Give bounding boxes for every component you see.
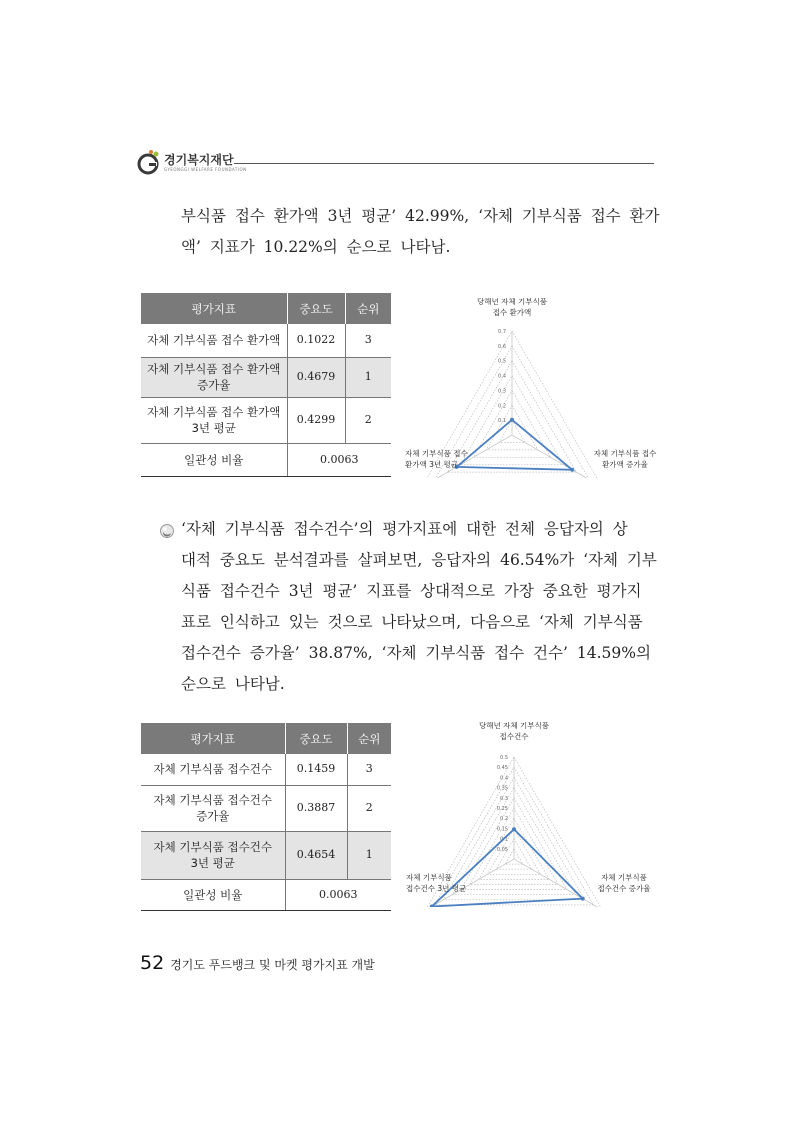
axis-label: 접수건수 3년 평균 [406, 884, 467, 893]
column-header: 중요도 [285, 723, 347, 754]
indicator-label: 자체 기부식품 접수건수 [153, 840, 272, 854]
tick-label: 0.5 [498, 358, 506, 365]
book-title: 경기도 푸드뱅크 및 마켓 평가지표 개발 [170, 958, 375, 972]
foundation-logo-icon [137, 149, 161, 175]
rank-cell: 1 [347, 831, 391, 879]
consistency-row [141, 443, 391, 476]
indicator-label: 자체 기부식품 접수 환가액 [147, 333, 281, 348]
paragraph-line: 접수건수 증가율’ 38.87%, ‘자체 기부식품 접수 건수’ 14.59%의 [181, 644, 651, 662]
paragraph-line: 표로 인식하고 있는 것으로 나타났으며, 다음으로 ‘자체 기부식품 [181, 613, 643, 631]
column-header: 평가지표 [141, 293, 287, 324]
radar-chart-1 [397, 298, 659, 478]
importance-cell: 0.1459 [285, 754, 347, 785]
importance-cell: 0.4654 [285, 831, 347, 879]
indicator-cell [141, 324, 287, 357]
tick-label: 0.2 [500, 816, 508, 823]
page-number: 52 [140, 952, 165, 974]
table-row [141, 754, 391, 785]
importance-cell: 0.1022 [287, 324, 345, 357]
tick-label: 0.05 [496, 846, 508, 853]
paragraph-line: 대적 중요도 분석결과를 살펴보면, 응답자의 46.54%가 ‘자체 기부 [181, 551, 657, 569]
rank-cell: 3 [347, 754, 391, 785]
rank-cell: 2 [345, 397, 391, 443]
rank-cell: 2 [347, 785, 391, 831]
tick-label: 0.1 [498, 418, 506, 425]
table-header-row [141, 293, 391, 324]
indicator-cell [141, 754, 285, 785]
tick-label: 0.15 [496, 826, 508, 833]
tick-label: 0.7 [498, 329, 506, 335]
consistency-label: 일관성 비율 [141, 879, 285, 910]
column-header: 중요도 [287, 293, 345, 324]
tick-label: 0.45 [496, 765, 508, 772]
tick-label: 0.25 [496, 806, 508, 812]
indicator-cell [141, 357, 287, 397]
indicator-cell [141, 785, 285, 831]
header-rule [234, 163, 654, 164]
indicator-label: 증가율 [196, 809, 230, 823]
table-row [141, 831, 391, 879]
paragraph-line: 부식품 접수 환가액 3년 평균’ 42.99%, ‘자체 기부식품 접수 환가 [181, 207, 660, 225]
consistency-value: 0.0063 [287, 443, 391, 476]
tick-label: 0.5 [500, 755, 508, 761]
axis-label: 환가액 3년 평균 [405, 460, 459, 469]
data-point [510, 418, 514, 422]
page-header [137, 149, 657, 177]
table-row [141, 397, 391, 443]
indicator-cell [141, 831, 285, 879]
data-series-line [457, 420, 573, 470]
data-point [581, 897, 585, 901]
axis-label: 당해년 자체 기부식품 [477, 298, 547, 306]
paragraph-1 [181, 201, 660, 263]
axis-label: 환가액 증가율 [602, 460, 648, 469]
paragraph-line: ‘자체 기부식품 접수건수’의 평가지표에 대한 전체 응답자의 상 [181, 520, 628, 538]
table-row [141, 324, 391, 357]
axis-label: 자체 기부식품 접수 [593, 449, 657, 458]
axis-label: 접수 환가액 [492, 308, 532, 317]
data-point [512, 827, 516, 831]
paragraph-line: 액’ 지표가 10.22%의 순으로 나타남. [181, 238, 451, 256]
axis-label: 자체 기부식품 접수 [405, 449, 468, 458]
tick-label: 0.1 [500, 836, 508, 843]
tick-label: 0.2 [498, 403, 506, 410]
axis-label: 자체 기부식품 [601, 873, 647, 882]
tick-label: 0.3 [498, 388, 506, 395]
org-name: 경기복지재단 [164, 153, 234, 167]
indicator-label: 증가율 [197, 378, 231, 392]
consistency-label: 일관성 비율 [141, 443, 287, 476]
column-header: 순위 [345, 293, 391, 324]
indicator-label: 3년 평균 [191, 421, 236, 435]
column-header: 평가지표 [141, 723, 285, 754]
consistency-value: 0.0063 [285, 879, 391, 910]
page-footer [140, 952, 375, 974]
tick-label: 0.6 [498, 343, 506, 350]
axis-label: 자체 기부식품 [406, 873, 452, 882]
importance-table-1 [141, 293, 391, 477]
indicator-label: 자체 기부식품 접수 환가액 [147, 405, 281, 419]
importance-table-2 [141, 723, 391, 911]
indicator-label: 3년 평균 [190, 856, 235, 870]
table-row [141, 357, 391, 397]
rank-cell: 1 [345, 357, 391, 397]
indicator-cell [141, 397, 287, 443]
tick-label: 0.35 [496, 785, 508, 792]
table-row [141, 785, 391, 831]
indicator-label: 자체 기부식품 접수건수 [153, 793, 272, 807]
tick-label: 0.4 [498, 373, 506, 380]
consistency-row [141, 879, 391, 910]
tick-label: 0.3 [500, 795, 508, 802]
axis-label: 접수건수 증가율 [597, 884, 651, 893]
org-subtitle: GYEONGGI WELFARE FOUNDATION [164, 167, 247, 172]
paragraph-2 [181, 514, 657, 700]
bullet-icon [159, 523, 175, 539]
importance-cell: 0.3887 [285, 785, 347, 831]
indicator-label: 자체 기부식품 접수 환가액 [147, 362, 281, 376]
axis-label: 접수건수 [499, 732, 529, 741]
indicator-label: 자체 기부식품 접수건수 [153, 762, 272, 777]
table-header-row [141, 723, 391, 754]
radar-chart-2 [398, 722, 660, 907]
importance-cell: 0.4299 [287, 397, 345, 443]
axis-label: 당해년 자체 기부식품 [479, 722, 549, 730]
tick-label: 0.4 [500, 775, 508, 782]
paragraph-line: 순으로 나타남. [181, 675, 285, 693]
data-point [570, 468, 574, 472]
rank-cell: 3 [345, 324, 391, 357]
importance-cell: 0.4679 [287, 357, 345, 397]
column-header: 순위 [347, 723, 391, 754]
paragraph-line: 식품 접수건수 3년 평균’ 지표를 상대적으로 가장 중요한 평가지 [181, 582, 642, 600]
